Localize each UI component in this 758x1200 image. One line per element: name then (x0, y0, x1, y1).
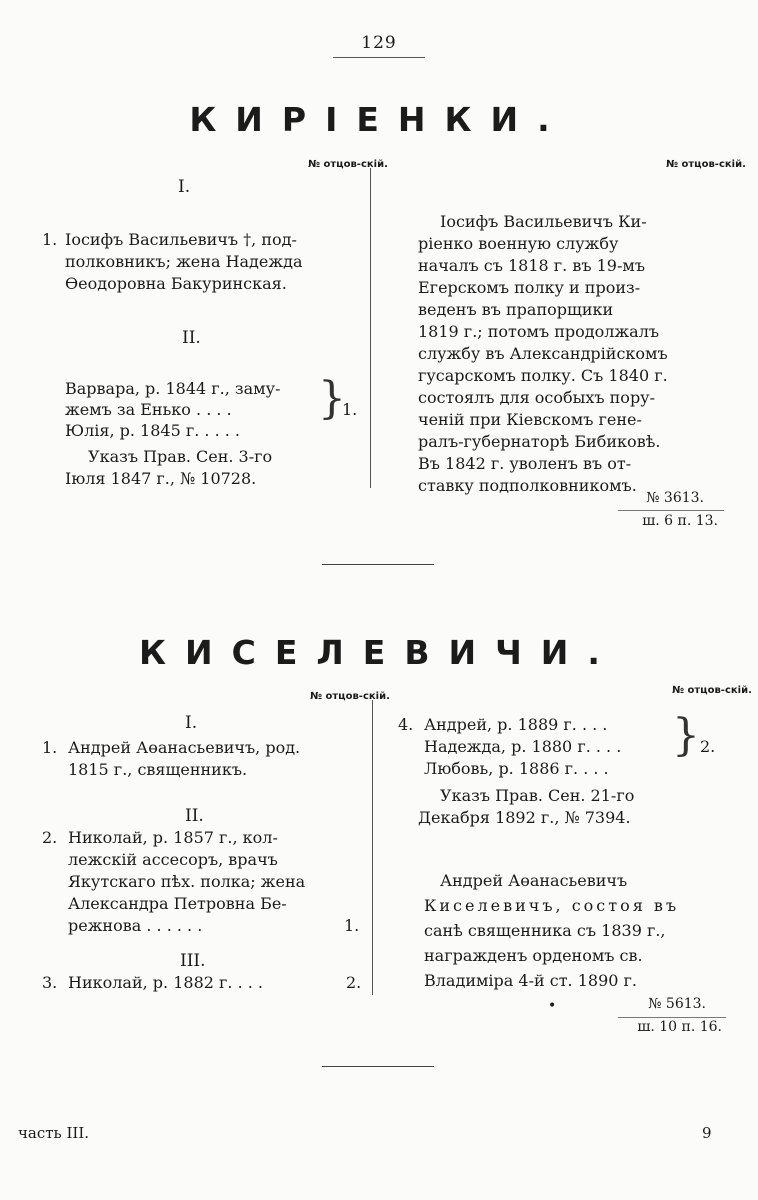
section2-entry2-number: 2. (42, 828, 58, 847)
section-divider-1 (322, 564, 434, 565)
section1-bio-line11: ралъ-губернаторѣ Бибиковѣ. (418, 432, 661, 451)
section2-bio-line2: Киселевичъ, состоя въ (424, 896, 680, 915)
page-number: 129 (361, 33, 397, 53)
section1-bio-line1: Іосифъ Васильевичъ Ки- (440, 212, 647, 231)
section2-child2: Надежда, р. 1880 г. . . . (424, 737, 622, 756)
section1-bio-line9: состоялъ для особыхъ пору- (418, 388, 655, 407)
section2-child3: Любовь, р. 1886 г. . . . (424, 759, 609, 778)
section1-right-col-header: № отцов-скій. (666, 159, 746, 170)
section2-entry2-father: 1. (344, 916, 360, 935)
section2-entry3-father: 2. (346, 973, 362, 992)
section2-roman-3: III. (180, 951, 206, 971)
section2-roman-1: I. (185, 713, 198, 733)
section1-decree-line1: Указъ Прав. Сен. 3-го (88, 447, 273, 466)
section1-bio-line13: ставку подполковникомъ. (418, 476, 637, 495)
section2-entry1-line1: Андрей Аөанасьевичъ, род. (68, 738, 301, 757)
footer-signature: 9 (702, 1124, 712, 1142)
section1-bio-line12: Въ 1842 г. уволенъ въ от- (418, 454, 632, 473)
section1-bio-line6: 1819 г.; потомъ продолжалъ (418, 322, 660, 341)
section2-entry2-line3: Якутскаго пѣх. полка; жена (68, 872, 306, 891)
section2-ref-number: № 5613. (648, 996, 706, 1012)
section2-children-father: 2. (700, 737, 716, 756)
section1-ref-shelf: ш. 6 п. 13. (642, 513, 718, 529)
section1-entry1-line3: Өеодоровна Бакуринская. (65, 274, 287, 293)
section2-decree-line1: Указъ Прав. Сен. 21-го (440, 786, 635, 805)
section2-left-col-header: № отцов-скій. (310, 691, 390, 702)
section2-roman-2: II. (185, 806, 204, 826)
section2-column-divider (372, 700, 373, 995)
section2-bio-line4: награжденъ орденомъ св. (424, 946, 643, 965)
section1-entry1-line1: Іосифъ Васильевичъ †, под- (65, 230, 297, 249)
footer-part: часть III. (18, 1124, 90, 1142)
section2-bio-line1: Андрей Аөанасьевичъ (440, 871, 628, 890)
section2-entry3-number: 3. (42, 973, 58, 992)
section2-entry1-line2: 1815 г., священникъ. (68, 760, 248, 779)
section1-bio-line8: гусарскомъ полку. Съ 1840 г. (418, 366, 668, 385)
section1-bio-line7: службу въ Александрійскомъ (418, 344, 668, 363)
section2-entry2-line1: Николай, р. 1857 г., кол- (68, 828, 278, 847)
section2-entry1-number: 1. (42, 738, 58, 757)
section2-entry4-number: 4. (398, 715, 414, 734)
section2-right-col-header: № отцов-скій. (672, 685, 752, 696)
section1-ref-number: № 3613. (646, 490, 704, 506)
section1-children-brace: } (318, 373, 346, 424)
section1-entry1-line2: полковникъ; жена Надежда (65, 252, 303, 271)
section1-child2: жемъ за Енько . . . . (65, 400, 232, 419)
section1-child3: Юлія, р. 1845 г. . . . . (65, 421, 241, 440)
page-number-rule (333, 57, 425, 58)
section-divider-2 (322, 1066, 434, 1067)
section1-bio-line3: началъ съ 1818 г. въ 19-мъ (418, 256, 645, 275)
section1-roman-1: I. (178, 177, 191, 197)
section2-entry2-line5: режнова . . . . . . (68, 916, 203, 935)
stray-mark: • (548, 998, 557, 1014)
section1-decree-line2: Іюля 1847 г., № 10728. (65, 469, 257, 488)
section1-column-divider (370, 168, 371, 488)
section1-bio-line2: ріенко военную службу (418, 234, 619, 253)
section2-ref-shelf: ш. 10 п. 16. (637, 1019, 722, 1035)
section1-ref-rule (618, 510, 724, 511)
section2-decree-line2: Декабря 1892 г., № 7394. (418, 808, 631, 827)
section2-entry2-line2: лежскій ассесоръ, врачъ (68, 850, 278, 869)
section1-title: КИРІЕНКИ. (189, 100, 569, 139)
section1-bio-line5: веденъ въ прапорщики (418, 300, 614, 319)
section1-child1: Варвара, р. 1844 г., заму- (65, 379, 281, 398)
section2-bio-line5: Владиміра 4-й ст. 1890 г. (424, 971, 637, 990)
section2-title: КИСЕЛЕВИЧИ. (139, 633, 619, 672)
section1-left-col-header: № отцов-скій. (308, 159, 388, 170)
section1-bio-line10: ченій при Кіевскомъ гене- (418, 410, 642, 429)
section2-ref-rule (618, 1017, 726, 1018)
section2-children-brace: } (672, 710, 700, 761)
section1-children-father: 1. (342, 400, 358, 419)
section1-bio-line4: Егерскомъ полку и произ- (418, 278, 641, 297)
section2-child1: Андрей, р. 1889 г. . . . (424, 715, 608, 734)
section2-bio-line3: санѣ священника съ 1839 г., (424, 921, 666, 940)
section2-entry3-text: Николай, р. 1882 г. . . . (68, 973, 263, 992)
section1-entry1-number: 1. (42, 230, 58, 249)
section1-roman-2: II. (182, 328, 201, 348)
section2-entry2-line4: Александра Петровна Бе- (68, 894, 287, 913)
